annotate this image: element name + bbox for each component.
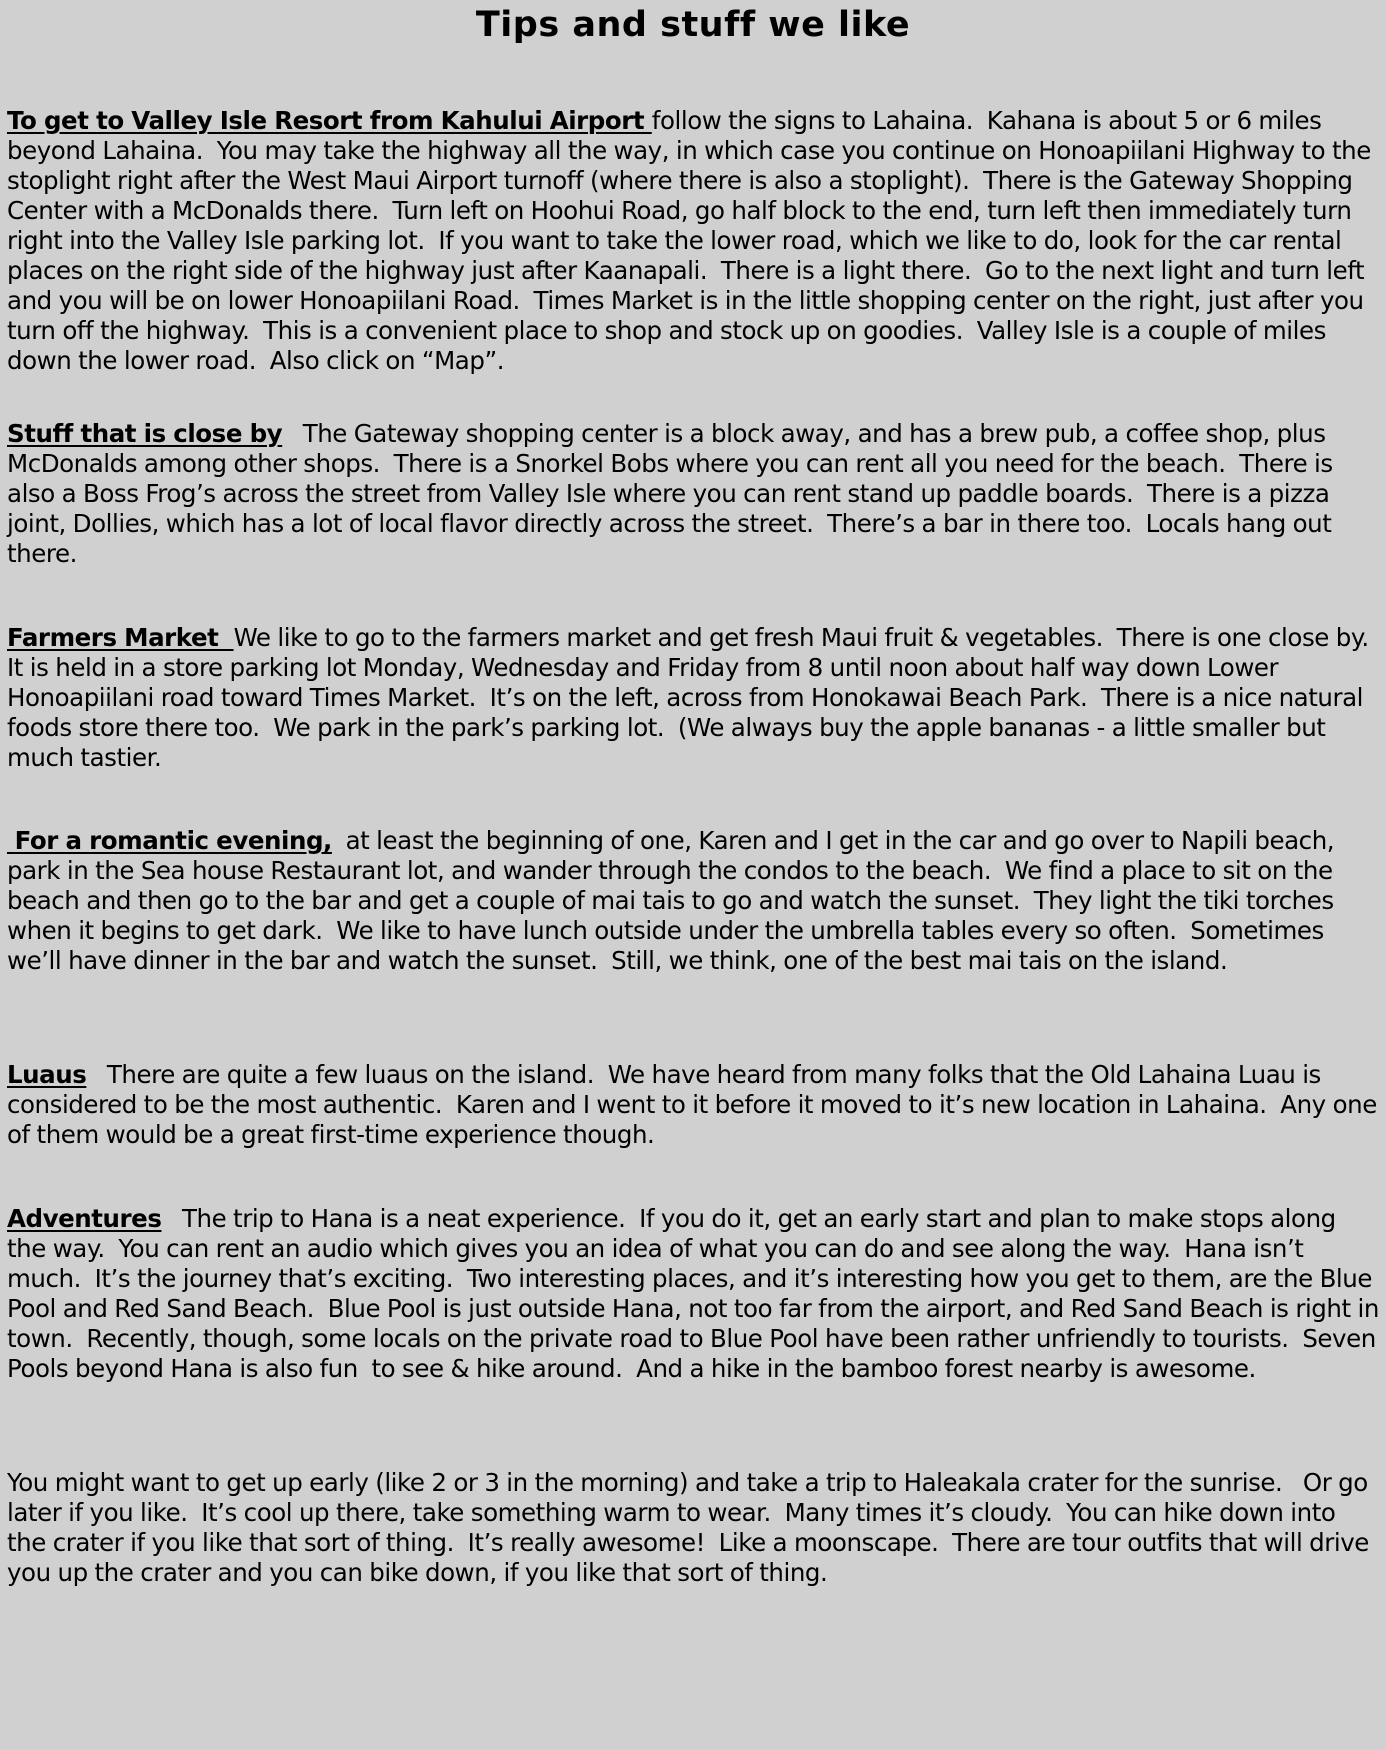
section-separator bbox=[282, 419, 303, 448]
section-heading: Stuff that is close by bbox=[7, 419, 283, 448]
section-close-by bbox=[7, 419, 1379, 569]
section-romantic-evening bbox=[7, 826, 1379, 976]
page-title: Tips and stuff we like bbox=[475, 5, 911, 45]
section-heading: Adventures bbox=[7, 1204, 162, 1233]
section-body: The Gateway shopping center is a block away, and has a brew pub, a coffee shop, plus McDonalds among other shops. There is a Snorkel Bobs where you can rent all you need for the beach. There is also a Boss Frog’s across the street from Valley Isle where you can rent stand up paddle boards. There is a pizza joint, Dollies, which has a lot of local flavor directly across the street. There’s a bar in there too. Locals hang out there. bbox=[7, 419, 1340, 568]
section-heading: Farmers Market bbox=[7, 623, 234, 652]
section-heading: Luaus bbox=[7, 1060, 87, 1089]
section-directions bbox=[7, 106, 1379, 376]
section-body: at least the beginning of one, Karen and I get in the car and go over to Napili beach, park in the Sea house Restaurant lot, and wander through the condos to the beach. We find a place to sit on the beach and then go to the bar and get a couple of mai tais to go and watch the sunset. They light the tiki torches when it begins to get dark. We like to have lunch outside under the umbrella tables every so often. Sometimes we’ll have dinner in the bar and watch the sunset. Still, we think, one of the best mai tais on the island. bbox=[7, 826, 1341, 975]
section-heading: For a romantic evening, bbox=[7, 826, 332, 855]
section-separator bbox=[161, 1204, 182, 1233]
section-body: We like to go to the farmers market and get fresh Maui fruit & vegetables. There is one close by. It is held in a store parking lot Monday, Wednesday and Friday from 8 until noon about half way down Lower Honoapiilani road toward Times Market. It’s on the left, across from Honokawai Beach Park. There is a nice natural foods store there too. We park in the park’s parking lot. (We always buy the apple bananas - a little smaller but much tastier. bbox=[7, 623, 1383, 772]
section-body: The trip to Hana is a neat experience. If you do it, get an early start and plan to make stops along the way. You can rent an audio which gives you an idea of what you can do and see along the way. Hana isn’t much. It’s the journey that’s exciting. Two interesting places, and it’s interesting how you get to them, are the Blue Pool and Red Sand Beach. Blue Pool is just outside Hana, not too far from the airport, and Red Sand Beach is right in town. Recently, though, some locals on the private road to Blue Pool have been rather unfriendly to tourists. Seven Pools beyond Hana is also fun to see & hike around. And a hike in the bamboo forest nearby is awesome. bbox=[7, 1204, 1386, 1383]
section-farmers-market bbox=[7, 623, 1383, 773]
section-separator bbox=[332, 826, 346, 855]
section-separator bbox=[86, 1060, 107, 1089]
section-luaus bbox=[7, 1060, 1384, 1150]
section-adventures bbox=[7, 1204, 1386, 1384]
section-body: follow the signs to Lahaina. Kahana is about 5 or 6 miles beyond Lahaina. You may take the highway all the way, in which case you continue on Honoapiilani Highway to the stoplight right after the West Maui Airport turnoff (where there is also a stoplight). There is the Gateway Shopping Center with a McDonalds there. Turn left on Hoohui Road, go half block to the end, turn left then immediately turn right into the Valley Isle parking lot. If you want to take the lower road, which we like to do, look for the car rental places on the right side of the highway just after Kaanapali. There is a light there. Go to the next light and turn left and you will be on lower Honoapiilani Road. Times Market is in the little shopping center on the right, just after you turn off the highway. This is a convenient place to shop and stock up on goodies. Valley Isle is a couple of miles down the lower road. Also click on “Map”. bbox=[7, 106, 1378, 375]
section-heading: To get to Valley Isle Resort from Kahului Airport bbox=[7, 106, 652, 135]
section-body: There are quite a few luaus on the island. We have heard from many folks that the Old Lahaina Luau is considered to be the most authentic. Karen and I went to it before it moved to it’s new location in Lahaina. Any one of them would be a great first-time experience though. bbox=[7, 1060, 1384, 1149]
section-haleakala bbox=[7, 1468, 1379, 1588]
section-body: You might want to get up early (like 2 or 3 in the morning) and take a trip to Haleakala crater for the sunrise. Or go later if you like. It’s cool up there, take something warm to wear. Many times it’s cloudy. You can hike down into the crater if you like that sort of thing. It’s really awesome! Like a moonscape. There are tour outfits that will drive you up the crater and you can bike down, if you like that sort of thing. bbox=[7, 1468, 1376, 1587]
